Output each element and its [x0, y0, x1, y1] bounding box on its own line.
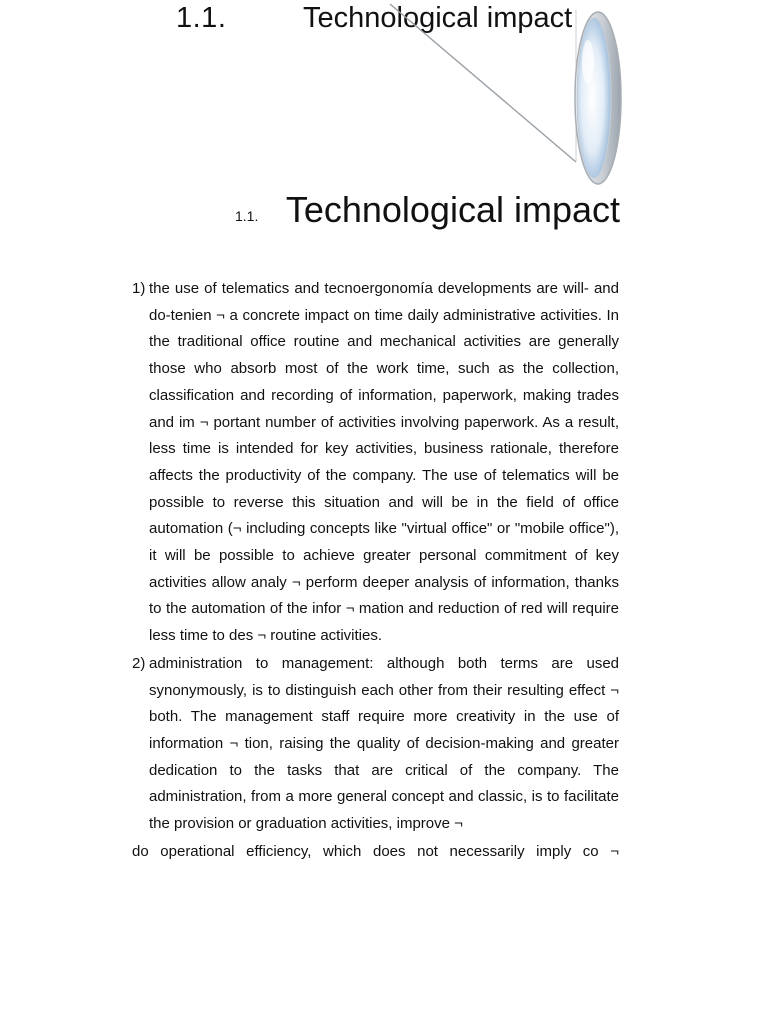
section-heading-number: 1.1.: [235, 208, 259, 224]
lens-handle-line: [390, 4, 576, 162]
list-item: [132, 651, 619, 838]
section-heading-title: Technological impact: [285, 189, 620, 230]
top-heading-title: Technological impact: [303, 2, 573, 34]
list-item: [132, 276, 619, 650]
top-heading-number: 1.1.: [176, 2, 227, 34]
lens-glass: [577, 18, 611, 178]
section-heading: [0, 188, 768, 236]
body-text: [132, 276, 619, 865]
list-item-marker: 1): [132, 280, 146, 297]
continuation-paragraph: do operational efficiency, which does not necessarily imply co ¬: [132, 842, 619, 860]
list-item-marker: 2): [132, 654, 146, 672]
magnifier-lens-image: [380, 0, 640, 190]
list-item-text: the use of telematics and tecnoergonomía developments are will- and do-tenien ¬ a concrete impact on time daily administrative activities. In the traditional office routine and mechanical activities are generally those who absorb most of the work time, such as the collection, classification and recording of information, paperwork, making trades and im ¬ portant number of activities involving paperwork. As a result, less time is intended for key activities, business rationale, therefore affects the productivity of the company. The use of telematics will be possible to reverse this situation and will be in the field of office automation (¬ including concepts like "virtual office" or "mobile office"), it will be possible to achieve greater personal commitment of key activities allow analy ¬ perform deeper analysis of information, thanks to the automation of the infor ¬ mation and reduction of red will require less time to des ¬ routine activities.: [149, 280, 619, 645]
list-item-text: administration to management: although both terms are used synonymously, is to distinguish each other from their resulting effect ¬ both. The management staff require more creativity in the use of information ¬ tion, raising the quality of decision-making and greater dedication to the tasks that are critical of the company. The administration, from a more general concept and classic, is to facilitate the provision or graduation activities, improve ¬: [149, 654, 619, 833]
